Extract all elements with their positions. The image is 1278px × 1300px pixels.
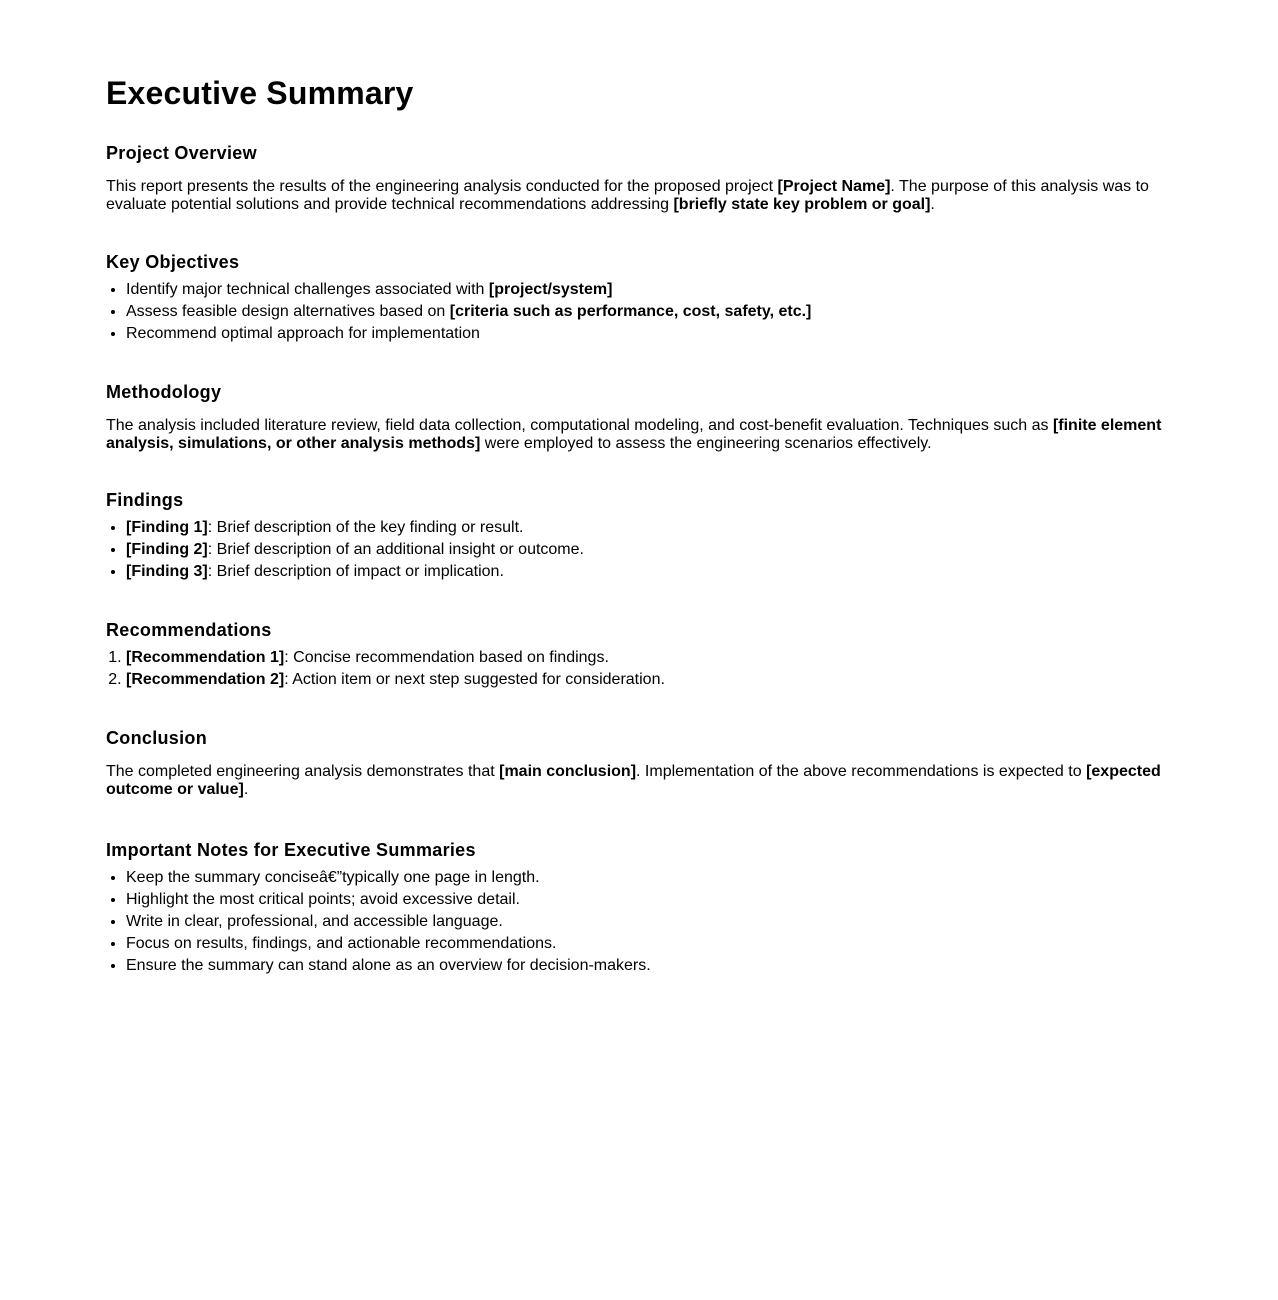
text-run: Assess feasible design alternatives based on xyxy=(126,303,450,320)
overview-paragraph xyxy=(106,178,1172,214)
text-run: : Action item or next step suggested for consideration. xyxy=(284,671,665,688)
placeholder-text: [Project Name] xyxy=(777,178,891,195)
placeholder-text: [expected outcome or value] xyxy=(106,763,1161,798)
text-run: Identify major technical challenges associated with xyxy=(126,281,489,298)
placeholder-text: [finite element analysis, simulations, or other analysis methods] xyxy=(106,417,1162,452)
section-heading: Methodology xyxy=(106,382,222,402)
section-conclusion xyxy=(106,727,1172,799)
text-run: This report presents the results of the engineering analysis conducted for the proposed project xyxy=(106,178,778,195)
list-item xyxy=(126,517,1172,539)
list-item xyxy=(126,301,1172,323)
placeholder-text: [Finding 3] xyxy=(126,563,208,580)
section-key-objectives xyxy=(106,251,1172,345)
section-heading: Conclusion xyxy=(106,728,207,748)
text-run: : Brief description of the key finding or result. xyxy=(207,519,524,536)
placeholder-text: [briefly state key problem or goal] xyxy=(673,196,931,213)
list-item xyxy=(126,539,1172,561)
text-run: . The purpose of this analysis was to evaluate potential solutions and provide technical recommendations addressing xyxy=(106,178,1149,213)
section-heading: Important Notes for Executive Summaries xyxy=(106,840,476,860)
placeholder-text: [project/system] xyxy=(488,281,613,298)
page-title: Executive Summary xyxy=(106,75,414,111)
placeholder-text: [Recommendation 2] xyxy=(126,671,285,688)
section-heading: Project Overview xyxy=(106,143,257,163)
objectives-list xyxy=(106,279,1172,345)
section-recommendations xyxy=(106,619,1172,691)
methodology-paragraph xyxy=(106,417,1172,453)
list-item: • Write in clear, professional, and accessible language. xyxy=(126,911,1172,933)
text-run: . Implementation of the above recommendations is expected to xyxy=(636,763,1087,780)
text-run: . xyxy=(930,196,935,213)
text-run: were employed to assess the engineering scenarios effectively. xyxy=(480,435,932,452)
text-run: : Concise recommendation based on findings. xyxy=(284,649,609,666)
section-project-overview xyxy=(106,142,1172,214)
text-run: : Brief description of an additional insight or outcome. xyxy=(207,541,584,558)
list-item xyxy=(126,323,1172,345)
list-item: • Keep the summary conciseâ€”typically one page in length. xyxy=(126,867,1172,889)
conclusion-paragraph xyxy=(106,763,1172,799)
placeholder-text: [Recommendation 1] xyxy=(126,649,285,666)
placeholder-text: [Finding 1] xyxy=(126,519,208,536)
placeholder-text: [main conclusion] xyxy=(499,763,637,780)
list-item: • Focus on results, findings, and actionable recommendations. xyxy=(126,933,1172,955)
findings-list xyxy=(106,517,1172,583)
list-item: • Ensure the summary can stand alone as an overview for decision-makers. xyxy=(126,955,1172,977)
notes-list xyxy=(106,867,1172,977)
section-methodology xyxy=(106,381,1172,453)
text-run: The analysis included literature review, field data collection, computational modeling, and cost-benefit evaluation. Techniques such as xyxy=(106,417,1053,434)
recommendations-list xyxy=(106,647,1172,691)
text-run: . xyxy=(243,781,249,798)
text-run: The completed engineering analysis demonstrates that xyxy=(106,763,500,780)
text-run: Recommend optimal approach for implementation xyxy=(126,325,480,342)
placeholder-text: [Finding 2] xyxy=(126,541,208,558)
list-item xyxy=(126,279,1172,301)
section-heading: Recommendations xyxy=(106,620,272,640)
section-findings xyxy=(106,489,1172,583)
list-item xyxy=(126,669,1172,691)
section-heading: Key Objectives xyxy=(106,252,240,272)
text-run: : Brief description of impact or implication. xyxy=(207,563,504,580)
section-important-notes xyxy=(106,839,1172,977)
list-item: • Highlight the most critical points; avoid excessive detail. xyxy=(126,889,1172,911)
list-item xyxy=(126,647,1172,669)
placeholder-text: [criteria such as performance, cost, safety, etc.] xyxy=(449,303,812,320)
section-heading: Findings xyxy=(106,490,184,510)
list-item xyxy=(126,561,1172,583)
